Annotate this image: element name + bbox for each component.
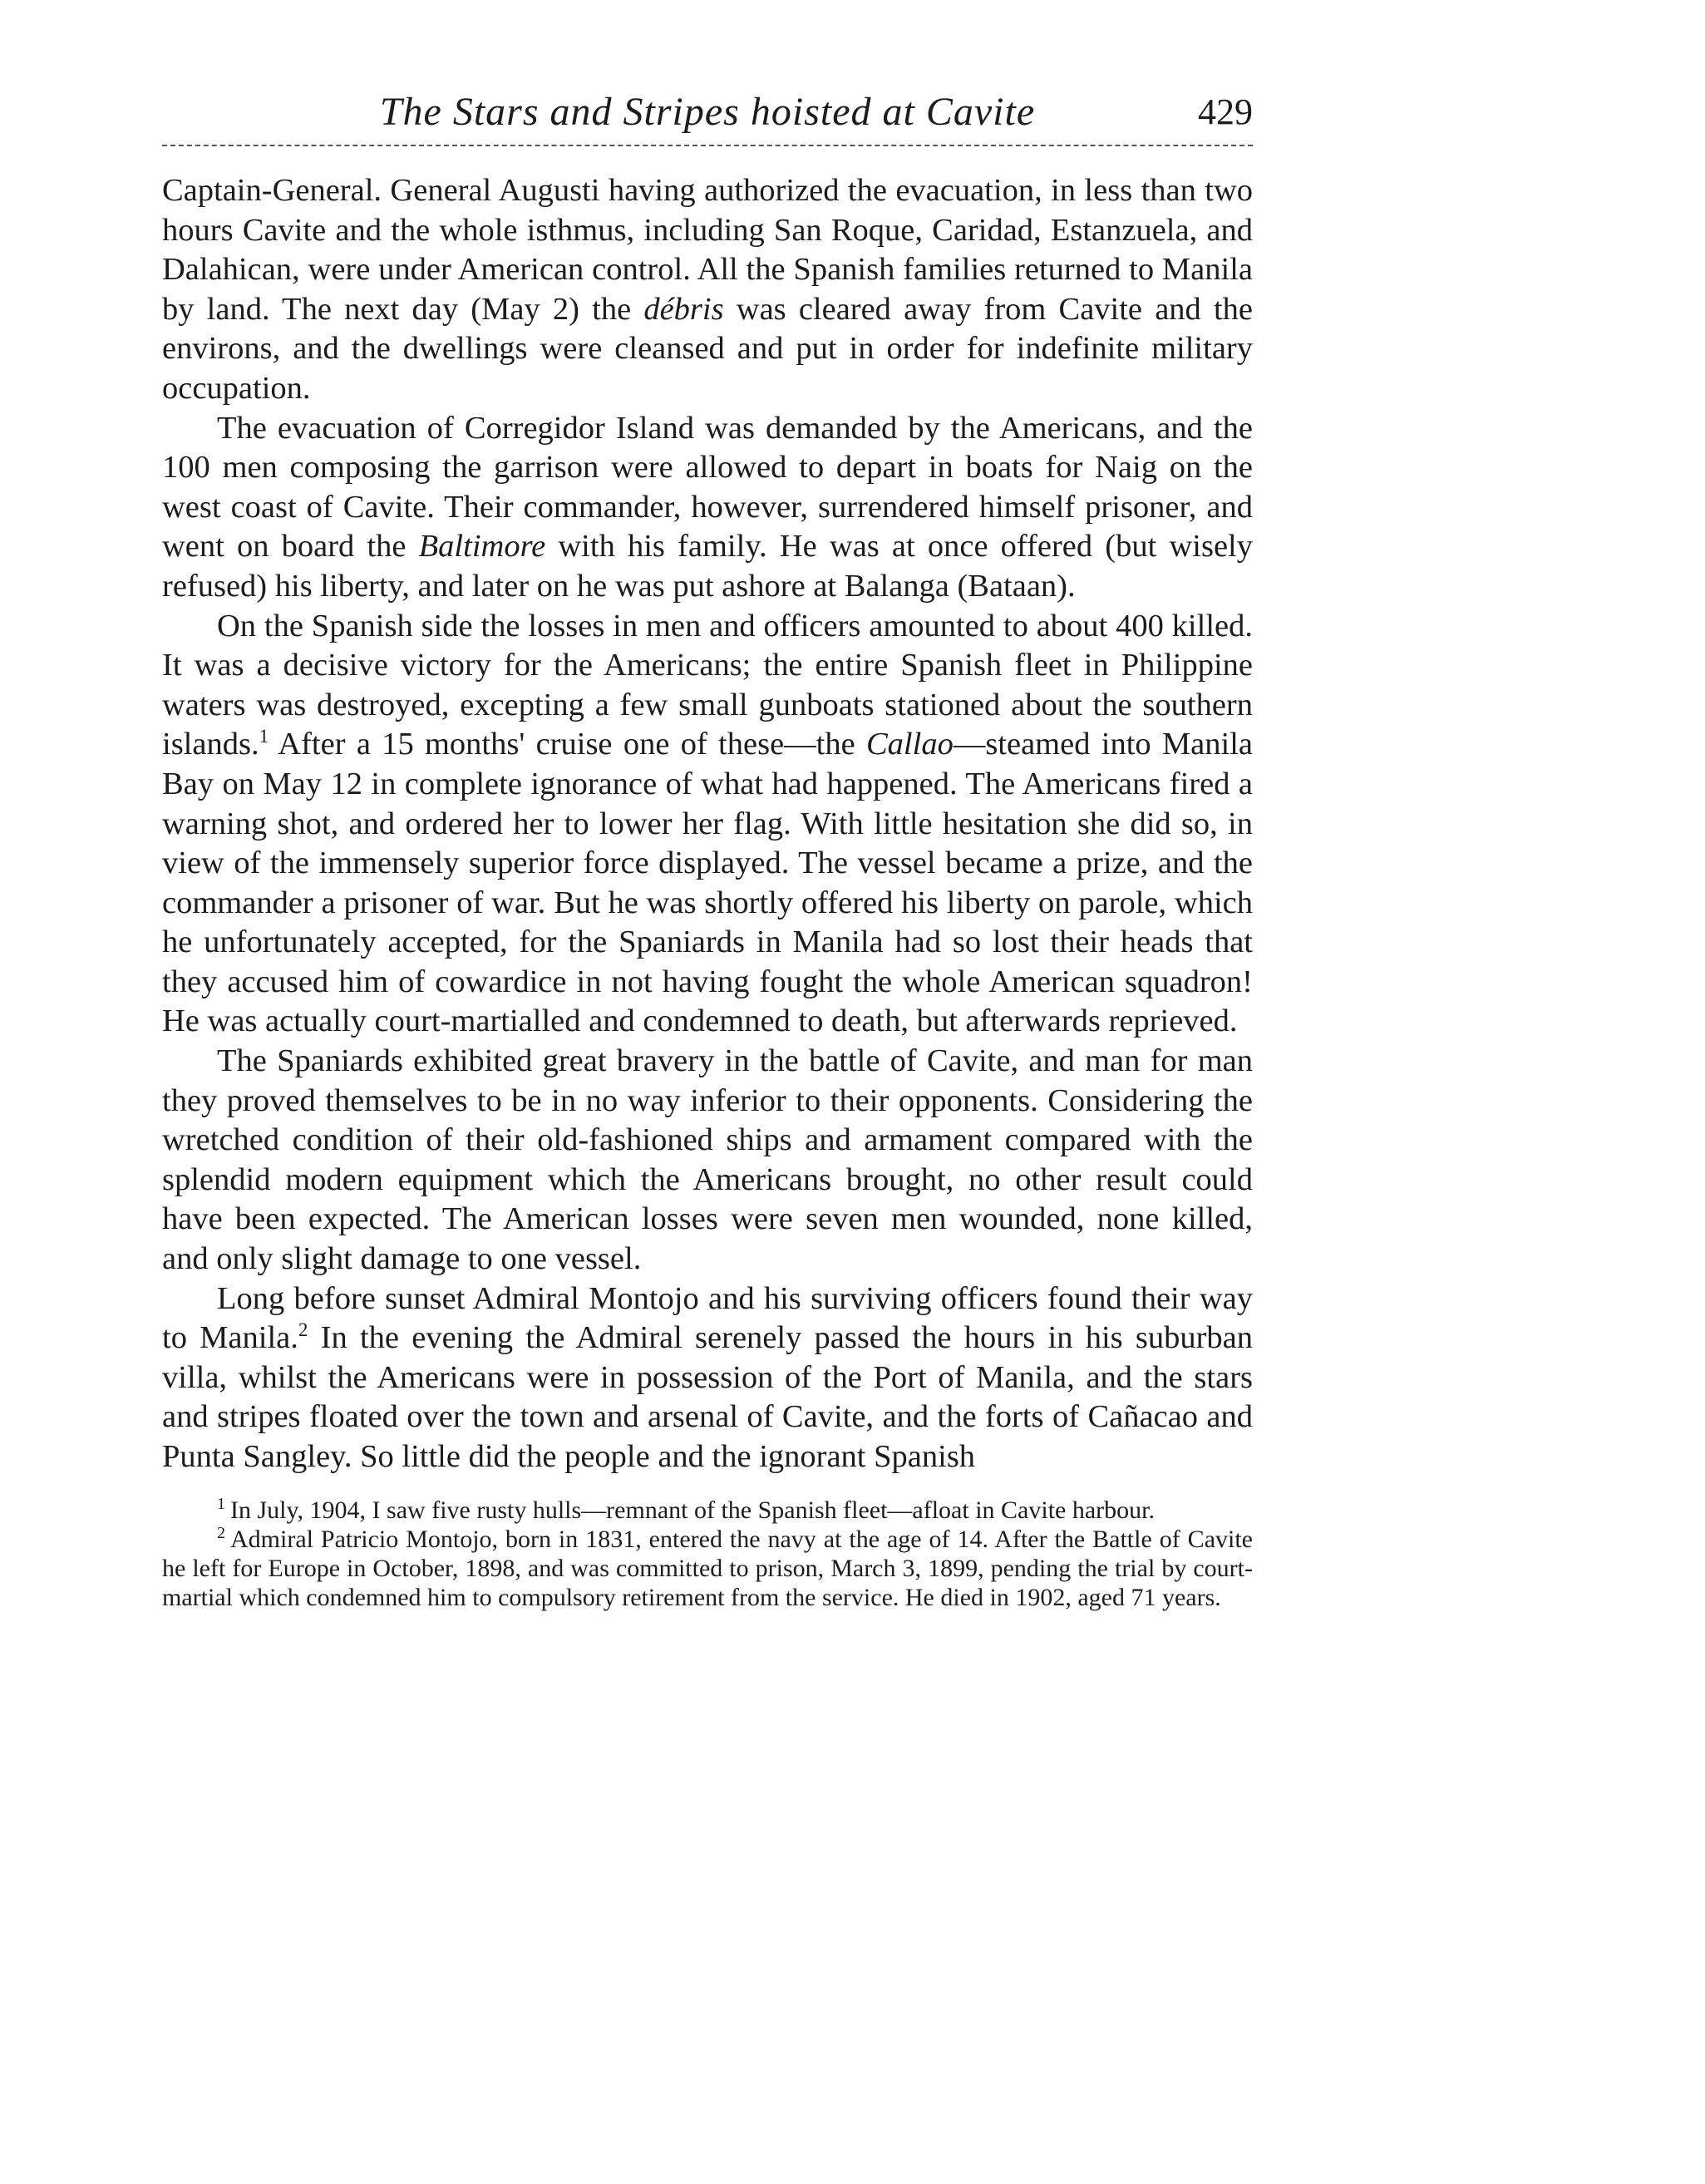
footnote-ref-2[interactable]: 2 [298, 1319, 308, 1341]
page [162, 83, 1253, 1612]
running-title: The Stars and Stripes hoisted at Cavite [379, 90, 1036, 134]
page-number: 429 [1198, 91, 1253, 132]
footnote-mark-1: 1 [217, 1494, 225, 1513]
running-head [162, 83, 1253, 141]
footnotes [162, 1496, 1253, 1612]
paragraph-4: The Spaniards exhibited great bravery in the battle of Cavite, and man for man they proved themselves to be in no way inferior to their opponents. Considering the wretched condition of their old-fashioned ships and armament compared with the splendid modern equipment which the Americans brought, no other result could have been expected. The American losses were seven men wounded, none killed, and only slight damage to one vessel. [162, 1043, 1253, 1277]
header-rule [162, 145, 1253, 146]
body-text [162, 171, 1253, 1477]
paragraph-2: The evacuation of Corregidor Island was demanded by the Americans, and the 100 men composing the garrison were allowed to depart in boats for Naig on the west coast of Cavite. Their commander, however, surrendered himself prisoner, and went on board the Baltimore with his family. He was at once offered (but wisely refused) his liberty, and later on he was put ashore at Balanga (Bataan). [162, 410, 1253, 604]
paragraph-3: On the Spanish side the losses in men and officers amounted to about 400 killed. It was a decisive victory for the Americans; the entire Spanish fleet in Philippine waters was destroyed, excepting a few small gunboats stationed about the southern islands.$^1$ After a 15 months' cruise one of these—the Callao—steamed into Manila Bay on May 12 in complete ignorance of what had happened. The Americans fired a warning shot, and ordered her to lower her flag. With little hesitation she did so, in view of the immensely superior force displayed. The vessel became a prize, and the commander a prisoner of war. But he was shortly offered his liberty on parole, which he unfortunately accepted, for the Spaniards in Manila had so lost their heads that they accused him of cowardice in not having fought the whole American squadron! He was actually court-martialled and condemned to death, but afterwards reprieved. [162, 608, 1253, 1039]
footnote-ref-1[interactable]: 1 [259, 725, 269, 747]
footnote-2: $^2$ Admiral Patricio Montojo, born in 1831, entered the navy at the age of 14. After the Battle of Cavite he left for Europe in October, 1898, and was committed to prison, March 3, 1899, pending the trial by court-martial which condemned him to compulsory retirement from the service. He died in 1902, aged 71 years. [162, 1523, 1253, 1611]
footnote-mark-2: 2 [217, 1523, 225, 1542]
paragraph-5: Long before sunset Admiral Montojo and his surviving officers found their way to Manila.$^2$ In the evening the Admiral serenely passed the hours in his suburban villa, whilst the Americans were in possession of the Port of Manila, and the stars and stripes floated over the town and arsenal of Cavite, and the forts of Cañacao and Punta Sangley. So little did the people and the ignorant Spanish [162, 1280, 1254, 1474]
paragraph-1: Captain-General. General Augusti having authorized the evacuation, in less than two hours Cavite and the whole isthmus, including San Roque, Caridad, Estanzuela, and Dalahican, were under American control. All the Spanish families returned to Manila by land. The next day (May 2) the débris was cleared away from Cavite and the environs, and the dwellings were cleansed and put in order for indefinite military occupation. [162, 173, 1253, 406]
footnote-1: $^1$ In July, 1904, I saw five rusty hulls—remnant of the Spanish fleet—afloat in Cavite harbour. [217, 1494, 1155, 1524]
